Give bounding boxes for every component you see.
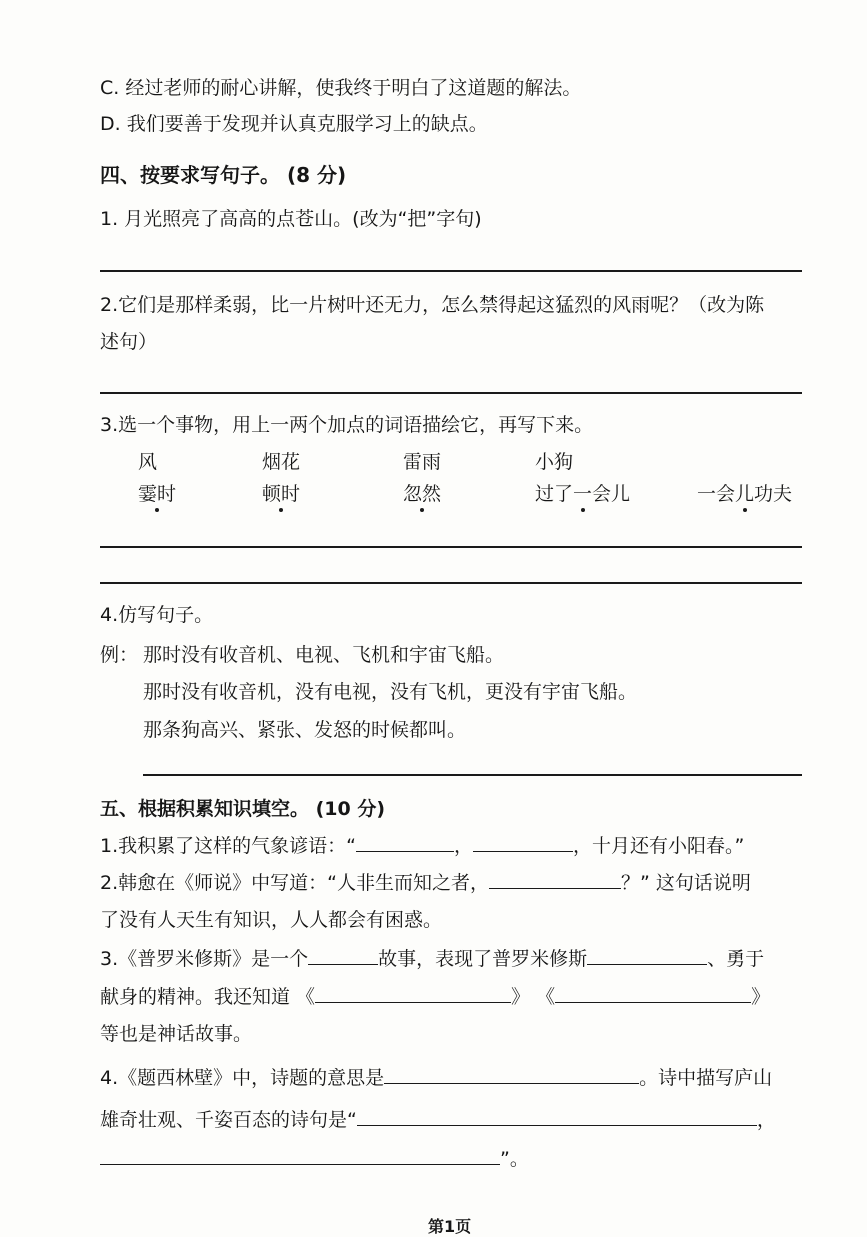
q5-1-prefix: 1.我积累了这样的气象谚语：“ bbox=[100, 835, 356, 857]
thing-word: 烟花 bbox=[262, 451, 301, 473]
example-sentence-1: 那时没有收音机、电视、飞机和宇宙飞船。 bbox=[143, 644, 505, 666]
choice-c: C. 经过老师的耐心讲解，使我终于明白了这道题的解法。 bbox=[100, 77, 582, 99]
q5-4-suffix: 。诗中描写庐山 bbox=[639, 1067, 773, 1089]
blank-5-1a[interactable] bbox=[356, 833, 454, 852]
answer-line-4-3b[interactable] bbox=[100, 582, 802, 584]
question-5-3-line3: 等也是神话故事。 bbox=[100, 1023, 253, 1045]
q5-4-line2-prefix: 雄奇壮观、千姿百态的诗句是“ bbox=[100, 1109, 357, 1131]
question-4-1: 1. 月光照亮了高高的点苍山。(改为“把”字句) bbox=[100, 208, 482, 230]
question-5-1 bbox=[100, 833, 744, 858]
question-4-2-line2: 述句） bbox=[100, 331, 158, 353]
q5-2-suffix: ？” 这句话说明 bbox=[620, 872, 751, 894]
q5-3-prefix: 3.《普罗米修斯》是一个 bbox=[100, 948, 309, 970]
blank-5-4a[interactable] bbox=[384, 1065, 639, 1084]
blank-5-2[interactable] bbox=[489, 870, 621, 889]
blank-5-4c[interactable] bbox=[100, 1146, 500, 1165]
thing-word: 雷雨 bbox=[403, 451, 442, 473]
choice-d: D. 我们要善于发现并认真克服学习上的缺点。 bbox=[100, 113, 488, 135]
q5-4-line3-suffix: ”。 bbox=[500, 1148, 529, 1170]
answer-line-4-3a[interactable] bbox=[100, 546, 802, 548]
dotted-word bbox=[262, 482, 300, 506]
q5-3-line2-suffix: 》 bbox=[751, 986, 771, 1008]
question-5-4-line2 bbox=[100, 1107, 776, 1132]
q5-3-line2-mid: 》 《 bbox=[511, 986, 556, 1008]
answer-line-4-2[interactable] bbox=[100, 392, 802, 394]
q5-1-suffix: ，十月还有小阳春。” bbox=[573, 835, 745, 857]
q5-3-suffix: 、勇于 bbox=[707, 948, 765, 970]
q5-3-line2-prefix: 献身的精神。我还知道 《 bbox=[100, 986, 316, 1008]
thing-word: 风 bbox=[138, 451, 158, 473]
example-sentence-2: 那时没有收音机，没有电视，没有飞机，更没有宇宙飞船。 bbox=[143, 681, 638, 703]
q5-4-line2-suffix: ， bbox=[756, 1109, 776, 1131]
blank-5-3c[interactable] bbox=[315, 984, 511, 1003]
question-5-3-line2 bbox=[100, 984, 770, 1009]
q5-4-prefix: 4.《题西林壁》中，诗题的意思是 bbox=[100, 1067, 385, 1089]
prompt-sentence: 那条狗高兴、紧张、发怒的时候都叫。 bbox=[143, 719, 467, 741]
blank-5-3d[interactable] bbox=[555, 984, 751, 1003]
question-5-2-line2: 了没有人天生有知识，人人都会有困惑。 bbox=[100, 909, 443, 931]
question-5-3 bbox=[100, 946, 764, 971]
blank-5-1b[interactable] bbox=[473, 833, 573, 852]
q5-2-prefix: 2.韩愈在《师说》中写道：“人非生而知之者， bbox=[100, 872, 489, 894]
blank-5-3a[interactable] bbox=[308, 946, 378, 965]
dotted-text: 顿时 bbox=[262, 483, 301, 505]
blank-5-4b[interactable] bbox=[357, 1107, 757, 1126]
question-4-4: 4.仿写句子。 bbox=[100, 604, 214, 626]
answer-line-4-1[interactable] bbox=[100, 270, 802, 272]
dotted-text: 一会儿功夫 bbox=[697, 483, 793, 505]
dotted-text: 霎时 bbox=[138, 483, 177, 505]
section-4-title: 四、按要求写句子。 (8 分) bbox=[100, 163, 347, 187]
dotted-word bbox=[138, 482, 176, 506]
dotted-word bbox=[535, 482, 630, 506]
answer-line-4-4[interactable] bbox=[143, 774, 802, 776]
dotted-word bbox=[403, 482, 441, 506]
dotted-text: 过了一会儿 bbox=[535, 483, 631, 505]
thing-word: 小狗 bbox=[535, 451, 574, 473]
section-5-title: 五、根据积累知识填空。 (10 分) bbox=[100, 798, 386, 820]
blank-5-3b[interactable] bbox=[587, 946, 707, 965]
question-5-4 bbox=[100, 1065, 772, 1090]
q5-3-mid: 故事，表现了普罗米修斯 bbox=[378, 948, 588, 970]
question-5-4-line3 bbox=[100, 1146, 529, 1171]
question-4-2-line1: 2.它们是那样柔弱，比一片树叶还无力，怎么禁得起这猛烈的风雨呢？（改为陈 bbox=[100, 294, 765, 316]
question-5-2 bbox=[100, 870, 751, 895]
dotted-word bbox=[697, 482, 792, 506]
example-label: 例： bbox=[100, 644, 139, 666]
question-4-3: 3.选一个事物，用上一两个加点的词语描绘它，再写下来。 bbox=[100, 414, 594, 436]
page-number: 第1页 bbox=[428, 1217, 472, 1236]
q5-1-sep: ， bbox=[453, 835, 473, 857]
dotted-text: 忽然 bbox=[403, 483, 442, 505]
